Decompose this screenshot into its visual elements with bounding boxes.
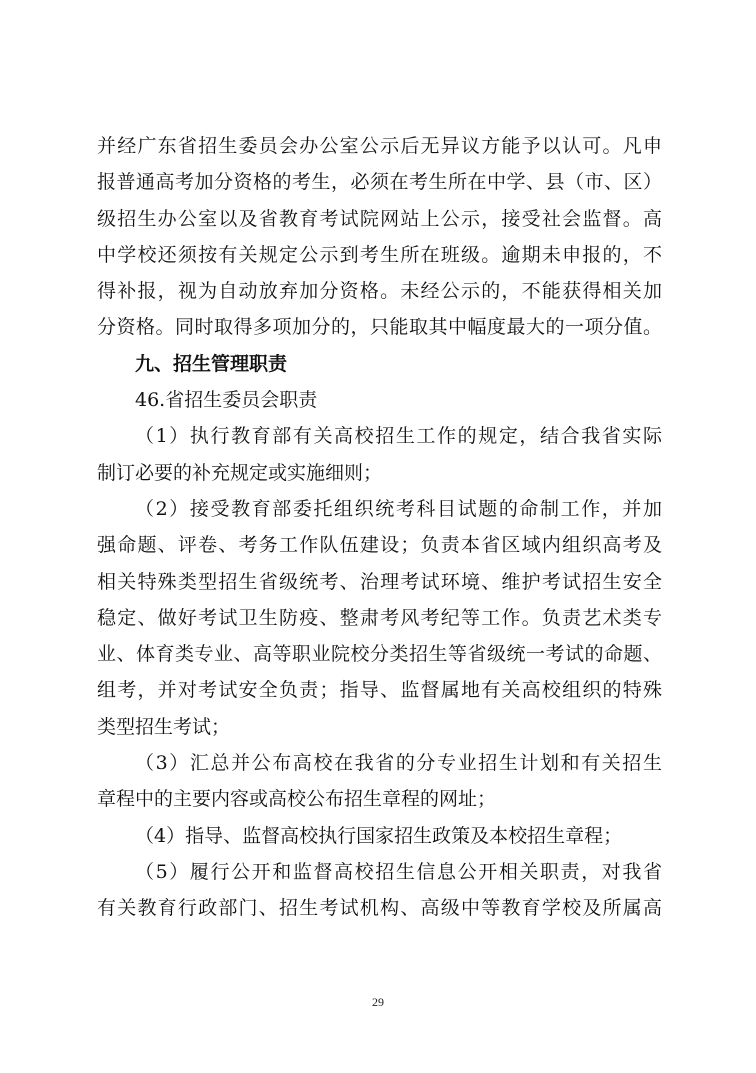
item-2-line: 业、体育类专业、高等职业院校分类招生等省级统一考试的命题、 bbox=[97, 643, 662, 666]
item-2-line: （2）接受教育部委托组织统考科目试题的命制工作，并加 bbox=[135, 497, 662, 520]
item-2-line: 强命题、评卷、考务工作队伍建设；负责本省区域内组织高考及 bbox=[97, 534, 662, 557]
item-3-line: 章程中的主要内容或高校公布招生章程的网址； bbox=[97, 788, 497, 811]
body-line: 中学校还须按有关规定公示到考生所在班级。逾期未申报的，不 bbox=[97, 243, 662, 266]
subheading: 46.省招生委员会职责 bbox=[135, 389, 318, 412]
body-line: 级招生办公室以及省教育考试院网站上公示，接受社会监督。高 bbox=[97, 207, 662, 230]
item-1-line: 制订必要的补充规定或实施细则； bbox=[97, 461, 383, 484]
item-2-line: 组考，并对考试安全负责；指导、监督属地有关高校组织的特殊 bbox=[97, 679, 662, 702]
item-2-line: 类型招生考试； bbox=[97, 715, 231, 738]
item-5-line: 有关教育行政部门、招生考试机构、高级中等教育学校及所属高 bbox=[97, 897, 662, 920]
body-line: 分资格。同时取得多项加分的，只能取其中幅度最大的一项分值。 bbox=[97, 316, 662, 339]
body-line: 报普通高考加分资格的考生，必须在考生所在中学、县（市、区） bbox=[97, 171, 662, 194]
page-number: 29 bbox=[372, 995, 384, 1009]
item-3-line: （3）汇总并公布高校在我省的分专业招生计划和有关招生 bbox=[135, 752, 662, 775]
page-content bbox=[97, 134, 662, 933]
item-2-line: 相关特殊类型招生省级统考、治理考试环境、维护考试招生安全 bbox=[97, 570, 662, 593]
item-5-line: （5）履行公开和监督高校招生信息公开相关职责，对我省 bbox=[135, 860, 662, 883]
section-heading: 九、招生管理职责 bbox=[135, 352, 288, 375]
item-1-line: （1）执行教育部有关高校招生工作的规定，结合我省实际 bbox=[135, 425, 662, 448]
item-4-line: （4）指导、监督高校执行国家招生政策及本校招生章程； bbox=[135, 824, 623, 847]
item-2-line: 稳定、做好考试卫生防疫、整肃考风考纪等工作。负责艺术类专 bbox=[97, 606, 662, 629]
body-line: 得补报，视为自动放弃加分资格。未经公示的，不能获得相关加 bbox=[97, 280, 662, 303]
body-line: 并经广东省招生委员会办公室公示后无异议方能予以认可。凡申 bbox=[97, 135, 662, 157]
